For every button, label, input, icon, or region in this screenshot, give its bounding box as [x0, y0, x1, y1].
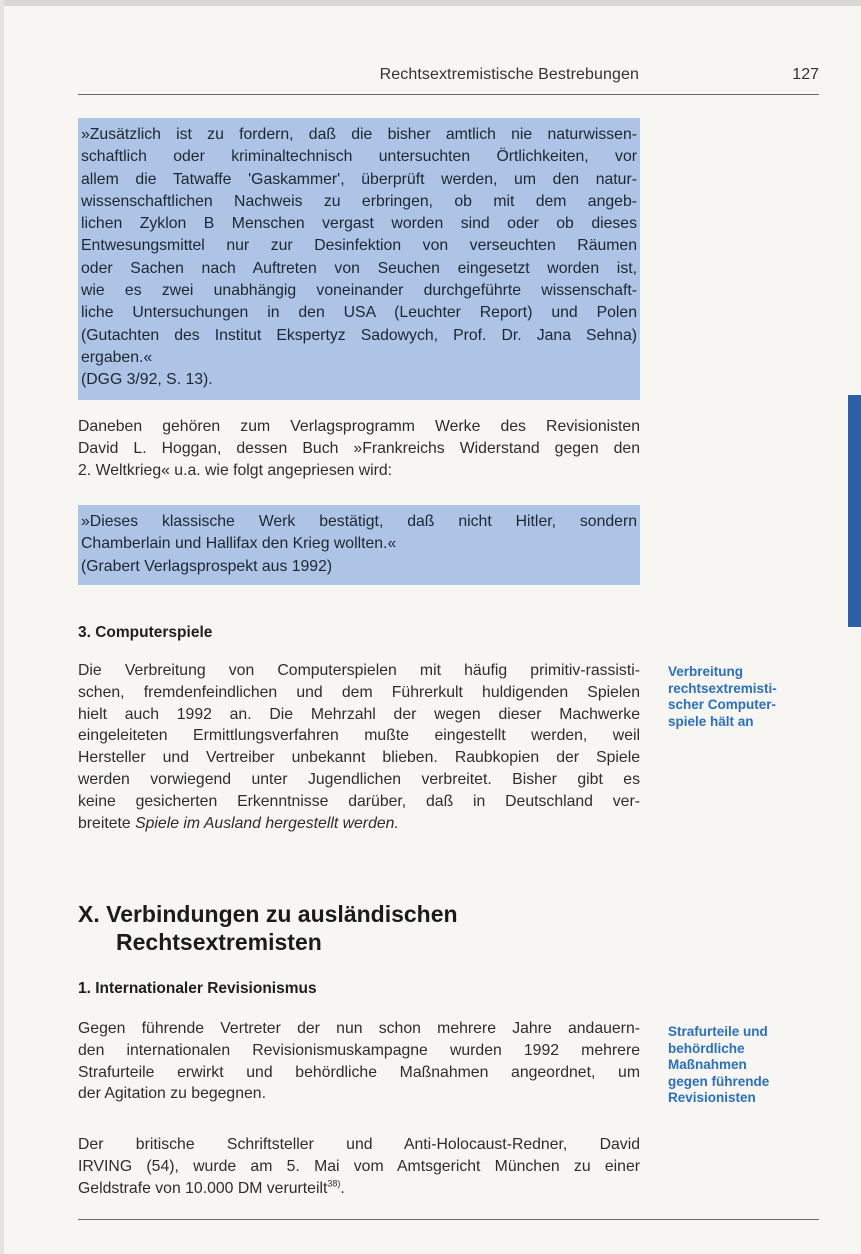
page-edge: [0, 0, 861, 6]
text-line: Hersteller und Vertreiber unbekannt blieben. Raubkopien der Spiele: [78, 749, 640, 767]
text-line: schen, fremdenfeindlichen und dem Führerkult huldigenden Spielen: [78, 683, 640, 701]
paragraph-hoggan: [78, 416, 640, 481]
quote-line: »Dieses klassische Werk bestätigt, daß nicht Hitler, sondern: [81, 513, 637, 530]
header-rule: [78, 94, 819, 95]
text-line: eingeleiteten Ermittlungsverfahren mußte eingestellt werden, weil: [78, 727, 640, 745]
margin-note-line: scher Computer-: [668, 697, 777, 712]
margin-note-computerspiele: [668, 664, 818, 730]
quote-line: Chamberlain und Hallifax den Krieg wollten.«: [81, 535, 397, 553]
margin-note-line: behördliche: [668, 1040, 745, 1056]
margin-note-line: Revisionisten: [668, 1090, 756, 1105]
text-line: hielt auch 1992 an. Die Mehrzahl der wegen dieser Machwerke: [78, 705, 640, 723]
paragraph-irving: [78, 1134, 640, 1199]
text-line: der Agitation zu begegnen.: [78, 1085, 266, 1103]
margin-note-line: spiele hält an: [668, 713, 754, 729]
text-line: keine gesicherten Erkenntnisse darüber, daß in Deutschland ver-: [78, 792, 640, 810]
footer-rule: [78, 1219, 819, 1220]
quote-line: (Gutachten des Institut Ekspertyz Sadowych, Prof. Dr. Jana Sehna): [81, 326, 637, 344]
margin-note-line: Verbreitung: [668, 664, 744, 679]
text-line: David L. Hoggan, dessen Buch »Frankreichs Widerstand gegen den: [78, 439, 640, 457]
text-line: den internationalen Revisionismuskampagne wurden 1992 mehrere: [78, 1041, 640, 1059]
text-line: Die Verbreitung von Computerspielen mit häufig primitiv-rassisti-: [78, 662, 640, 679]
margin-note-line: Strafurteile und: [668, 1024, 768, 1039]
page-edge-left: [0, 0, 4, 1254]
quote-line: schaftlich oder kriminaltechnisch untersuchten Örtlichkeiten, vor: [81, 148, 637, 166]
text-run: .: [340, 1179, 345, 1197]
section-heading-computerspiele: 3. Computerspiele: [78, 624, 213, 641]
text-line: breitete Spiele im Ausland hergestellt werden.: [78, 814, 399, 832]
margin-note-line: Maßnahmen: [668, 1057, 747, 1072]
quote-line: wie es zwei unabhängig voneinander durchgeführte wissenschaft-: [81, 282, 637, 300]
chapter-heading-line: Rechtsextremisten: [116, 929, 322, 955]
italic-text: Spiele im Ausland hergestellt werden.: [135, 814, 399, 832]
chapter-heading: [78, 900, 458, 956]
margin-note-strafurteile: [668, 1024, 818, 1107]
quote-line: ergaben.«: [81, 348, 153, 366]
paragraph-computerspiele: [78, 660, 640, 834]
quote-line: lichen Zyklon B Menschen vergast worden sind oder ob dieses: [81, 215, 637, 233]
section-heading-revisionismus: 1. Internationaler Revisionismus: [78, 980, 317, 997]
page-number: 127: [792, 66, 819, 83]
quote-source: (DGG 3/92, S. 13).: [81, 371, 213, 389]
running-title: Rechtsextremistische Bestrebungen: [379, 66, 639, 83]
quote-line: oder Sachen nach Auftreten von Seuchen eingesetzt worden ist,: [81, 259, 637, 277]
paragraph-strafurteile: [78, 1018, 640, 1105]
text-line: IRVING (54), wurde am 5. Mai vom Amtsgericht München zu einer: [78, 1157, 640, 1175]
quote-line: Entwesungsmittel nur zur Desinfektion von verseuchten Räumen: [81, 237, 637, 255]
margin-note-line: rechtsextremisti-: [668, 680, 777, 696]
quote-line: liche Untersuchungen in den USA (Leuchter Report) und Polen: [81, 304, 637, 322]
quote-block-grabert: [78, 505, 640, 585]
text-line: Strafurteile erwirkt und behördliche Maßnahmen angeordnet, um: [78, 1063, 640, 1081]
text-line: Daneben gehören zum Verlagsprogramm Werke des Revisionisten: [78, 418, 640, 435]
quote-block-dgg: [78, 118, 640, 400]
text-line: 2. Weltkrieg« u.a. wie folgt angepriesen wird:: [78, 461, 393, 479]
text-run: Geldstrafe von 10.000 DM verurteilt: [78, 1179, 328, 1197]
quote-source: (Grabert Verlagsprospekt aus 1992): [81, 557, 333, 575]
text-line: werden vorwiegend unter Jugendlichen verbreitet. Bisher gibt es: [78, 770, 640, 788]
text-line: Gegen führende Vertreter der nun schon mehrere Jahre andauern-: [78, 1020, 640, 1037]
footnote-reference[interactable]: 38): [327, 1178, 341, 1189]
quote-line: wissenschaftlichen Nachweis zu erbringen, ob mit dem angeb-: [81, 192, 637, 210]
chapter-side-tab: [848, 395, 861, 627]
text-line: [78, 1178, 640, 1200]
running-header: [78, 66, 819, 92]
text-line: Der britische Schriftsteller und Anti-Holocaust-Redner, David: [78, 1136, 640, 1153]
quote-line: »Zusätzlich ist zu fordern, daß die bisher amtlich nie naturwissen-: [81, 126, 637, 143]
chapter-heading-line: X. Verbindungen zu ausländischen: [78, 901, 458, 927]
quote-line: allem die Tatwaffe 'Gaskammer', überprüft werden, um den natur-: [81, 170, 637, 188]
margin-note-line: gegen führende: [668, 1073, 770, 1089]
